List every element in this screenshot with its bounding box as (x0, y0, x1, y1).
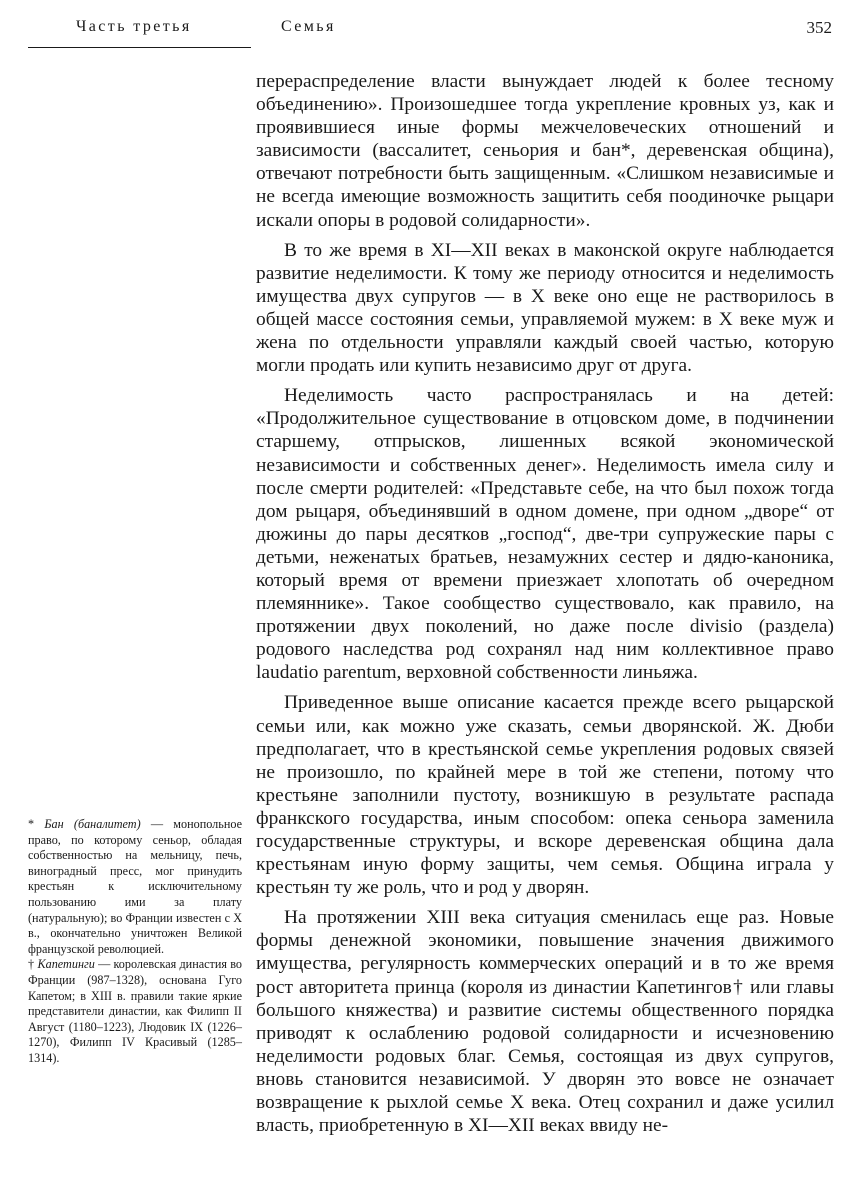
paragraph-4: Приведенное выше описание касается прежде всего рыцарской семьи или, как можно уже сказать, семьи дворянской. Ж. Дюби предполагает, что в крестьянской семье укрепления родовых связей не произошло, по крайней мере в той же степени, потому что крестьяне заполнили пустоту, возникшую в результате распада франкского государства, иным способом: опека сеньора заменила государственные структуры, и вскоре деревенская община дала крестьянам иную форму защиты, чем семья. Община играла у крестьян ту же роль, что и род у дворян. (256, 692, 834, 899)
page-number: 352 (806, 18, 832, 37)
header-rule (28, 47, 251, 48)
footnote-term: Капетинги (37, 957, 95, 972)
side-footnotes (28, 817, 242, 1067)
part-title: Часть третья (76, 18, 192, 35)
running-header (28, 18, 834, 48)
paragraph-1: перераспределение власти вынуждает людей к более тесному объединению». Произошедшее тогда укрепление кровных уз, как и проявившиеся иные формы межчеловеческих отношений и зависимости (вассалитет, сеньория и бан*, деревенская община), отвечают потребности быть защищенным. «Слишком независимые и не всегда имеющие возможность защитить себя поодиночке рыцари искали опоры в родовой солидарности». (256, 71, 834, 231)
footnote-term: Бан (баналитет) (44, 817, 141, 831)
footnote-text: — королевская династия во Франции (987–1328), основана Гуго Капетом; в XIII в. правили такие яркие представители династии, как Филипп II Август (1180–1223), Людовик IX (1226–1270), Филипп IV Красивый (1285–1314). (28, 957, 242, 1065)
footnote-capetians (28, 957, 242, 1066)
footnote-mark: † (28, 957, 35, 972)
footnote-mark: * (28, 817, 35, 831)
footnote-ban (28, 817, 242, 957)
footnote-text: — монопольное право, по которому сеньор, обладая собственностью на мельницу, печь, виноградный пресс, мог принудить крестьян к исключительному пользованию ими за плату (натуральную); во Франции известен с X в., окончательно уничтожен Великой французской революцией. (28, 817, 242, 956)
paragraph-3: Неделимость часто распространялась и на детей: «Продолжительное существование в отцовском доме, в подчинении старшему, отпрысков, лишенных всякой экономической независимости и собственных денег». Неделимость имела силу и после смерти родителей: «Представьте себе, на что был похож тогда дом рыцаря, объединявший в одном домене, при одном „дворе“ от дюжины до пары десятков „господ“, две-три супружеские пары с детьми, неженатых братьев, незамужних сестер и дядю-каноника, который время от времени приезжает хлопотать об очередном племяннике». Такое сообщество существовало, как правило, на протяжении двух поколений, но даже после divisio (раздела) родового наследства род сохранял над ним коллективное право laudatio parentum, верховной собственности линьяжа. (256, 385, 834, 684)
main-text (256, 70, 834, 1137)
paragraph-5: На протяжении XIII века ситуация сменилась еще раз. Новые формы денежной экономики, повышение значения движимого имущества, регулярность коммерческих операций и в то же время рост авторитета принца (короля из династии Капетингов† или главы большого княжества) и развитие системы общественного порядка приводят к ослаблению родовой солидарности и исчезновению неделимости родовых благ. Семья, состоящая из двух супругов, вновь становится независимой. У дворян это вовсе не означает возвращение к рыхлой семье X века. Отец сохранил и даже усилил власть, приобретенную в XI—XII веках ввиду не- (256, 907, 834, 1137)
paragraph-2: В то же время в XI—XII веках в маконской округе наблюдается развитие неделимости. К тому же периоду относится и неделимость имущества двух супругов — в X веке оно еще не растворилось в общей массе состояния семьи, управляемой мужем: в X веке муж и жена по отдельности управляли каждый своей частью, которую могли продать или купить независимо друг от друга. (256, 239, 834, 377)
chapter-title: Семья (281, 18, 336, 35)
